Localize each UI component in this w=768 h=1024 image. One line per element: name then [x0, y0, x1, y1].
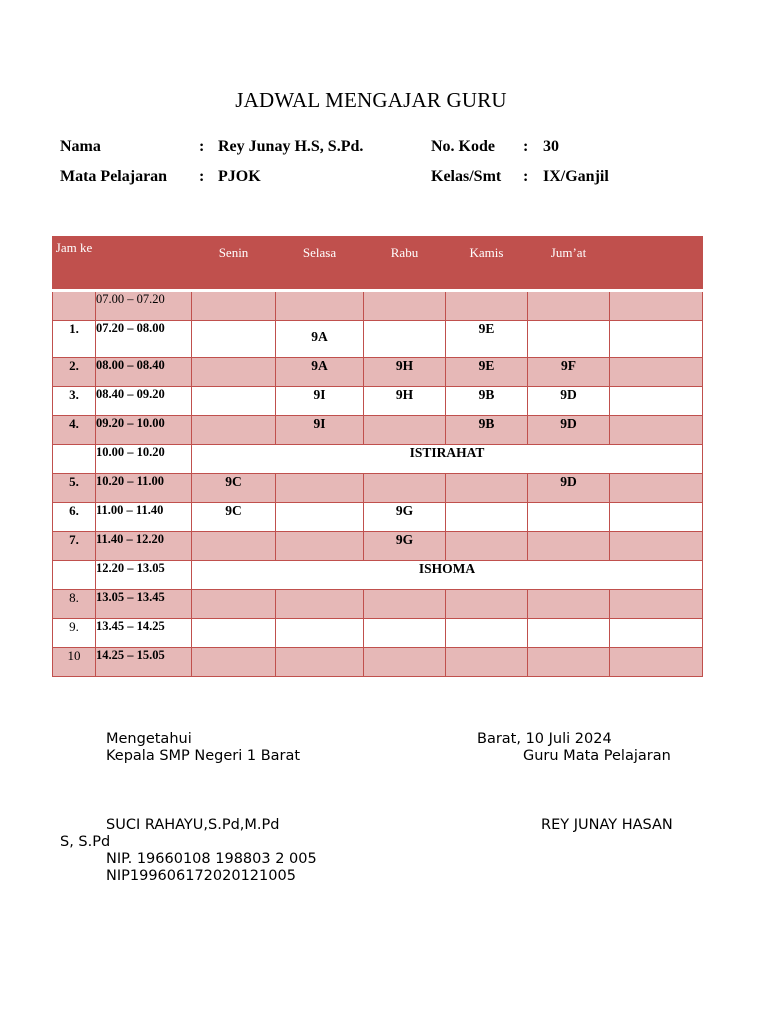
class-cell-senin	[192, 532, 276, 561]
table-row	[53, 387, 703, 416]
time-cell: 13.45 – 14.25	[96, 619, 192, 648]
table-break-row	[53, 561, 703, 590]
table-row	[53, 590, 703, 619]
class-cell-extra	[610, 474, 703, 503]
class-cell-senin	[192, 590, 276, 619]
time-cell: 07.00 – 07.20	[96, 291, 192, 321]
class-cell-extra	[610, 619, 703, 648]
class-cell-rabu: 9H	[364, 387, 446, 416]
class-cell-selasa	[276, 619, 364, 648]
class-cell-jumat: 9D	[528, 387, 610, 416]
class-cell-rabu	[364, 474, 446, 503]
class-cell-kamis: 9B	[446, 387, 528, 416]
class-cell-selasa	[276, 474, 364, 503]
class-cell-senin	[192, 648, 276, 677]
class-cell-senin	[192, 619, 276, 648]
kode-value: 30	[543, 138, 559, 155]
time-cell: 12.20 – 13.05	[96, 561, 192, 590]
table-row	[53, 503, 703, 532]
class-cell-kamis: 9E	[446, 358, 528, 387]
table-row	[53, 358, 703, 387]
jam-ke-cell: 9.	[53, 619, 96, 648]
class-cell-rabu	[364, 291, 446, 321]
class-cell-senin	[192, 291, 276, 321]
class-cell-senin	[192, 358, 276, 387]
time-cell: 08.00 – 08.40	[96, 358, 192, 387]
class-cell-extra	[610, 387, 703, 416]
class-cell-senin: 9C	[192, 503, 276, 532]
mapel-value: PJOK	[218, 168, 261, 185]
class-cell-kamis	[446, 503, 528, 532]
jam-ke-cell: 2.	[53, 358, 96, 387]
class-cell-jumat	[528, 321, 610, 358]
class-cell-extra	[610, 416, 703, 445]
header-selasa: Selasa	[276, 237, 364, 291]
class-cell-extra	[610, 321, 703, 358]
class-cell-kamis	[446, 648, 528, 677]
class-cell-selasa: 9I	[276, 387, 364, 416]
header-time	[96, 237, 192, 291]
jam-ke-cell: 7.	[53, 532, 96, 561]
jam-ke-cell	[53, 445, 96, 474]
break-label-cell: ISHOMA	[192, 561, 703, 590]
time-cell: 10.00 – 10.20	[96, 445, 192, 474]
time-cell: 14.25 – 15.05	[96, 648, 192, 677]
class-cell-extra	[610, 358, 703, 387]
mapel-label: Mata Pelajaran	[60, 168, 168, 185]
nama-label: Nama	[60, 138, 101, 155]
time-cell: 11.40 – 12.20	[96, 532, 192, 561]
nama-colon: :	[199, 138, 205, 155]
class-cell-senin	[192, 321, 276, 358]
page-title: JADWAL MENGAJAR GURU	[235, 88, 507, 112]
time-cell: 13.05 – 13.45	[96, 590, 192, 619]
guru-name: REY JUNAY HASAN	[541, 817, 673, 833]
class-cell-jumat	[528, 291, 610, 321]
break-label-cell: ISTIRAHAT	[192, 445, 703, 474]
nama-value: Rey Junay H.S, S.Pd.	[218, 138, 364, 155]
kepala-sekolah-title: Kepala SMP Negeri 1 Barat	[106, 748, 301, 764]
class-cell-kamis: 9E	[446, 321, 528, 358]
class-cell-extra	[610, 590, 703, 619]
jam-ke-cell	[53, 561, 96, 590]
header-senin: Senin	[192, 237, 276, 291]
table-row	[53, 416, 703, 445]
kelas-value: IX/Ganjil	[543, 168, 609, 185]
kelas-label: Kelas/Smt	[431, 168, 502, 185]
class-cell-rabu	[364, 590, 446, 619]
class-cell-jumat: 9F	[528, 358, 610, 387]
table-row	[53, 321, 703, 358]
jam-ke-cell: 3.	[53, 387, 96, 416]
class-cell-jumat	[528, 648, 610, 677]
class-cell-rabu	[364, 648, 446, 677]
class-cell-jumat	[528, 503, 610, 532]
time-cell: 11.00 – 11.40	[96, 503, 192, 532]
kode-colon: :	[523, 138, 529, 155]
jam-ke-cell: 5.	[53, 474, 96, 503]
class-cell-extra	[610, 532, 703, 561]
class-cell-extra	[610, 503, 703, 532]
class-cell-rabu: 9G	[364, 532, 446, 561]
kelas-colon: :	[523, 168, 529, 185]
class-cell-kamis	[446, 590, 528, 619]
class-cell-jumat: 9D	[528, 474, 610, 503]
class-cell-selasa	[276, 648, 364, 677]
kepala-sekolah-name: SUCI RAHAYU,S.Pd,M.Pd	[106, 817, 280, 833]
class-cell-kamis	[446, 619, 528, 648]
header-rabu: Rabu	[364, 237, 446, 291]
class-cell-senin: 9C	[192, 474, 276, 503]
guru-name-continued: S, S.Pd	[60, 834, 111, 850]
class-cell-extra	[610, 648, 703, 677]
time-cell: 10.20 – 11.00	[96, 474, 192, 503]
class-cell-jumat	[528, 590, 610, 619]
class-cell-senin	[192, 416, 276, 445]
guru-title: Guru Mata Pelajaran	[523, 748, 671, 764]
time-cell: 09.20 – 10.00	[96, 416, 192, 445]
jam-ke-cell	[53, 291, 96, 321]
jam-ke-cell: 8.	[53, 590, 96, 619]
kode-label: No. Kode	[431, 138, 495, 155]
kepala-sekolah-nip: NIP. 19660108 198803 2 005	[106, 851, 317, 867]
class-cell-senin	[192, 387, 276, 416]
class-cell-selasa: 9I	[276, 416, 364, 445]
header-extra	[610, 237, 703, 291]
class-cell-kamis	[446, 474, 528, 503]
guru-nip: NIP199606172020121005	[106, 868, 296, 884]
class-cell-rabu	[364, 416, 446, 445]
class-cell-rabu: 9G	[364, 503, 446, 532]
class-cell-jumat	[528, 532, 610, 561]
class-cell-kamis	[446, 532, 528, 561]
time-cell: 08.40 – 09.20	[96, 387, 192, 416]
mengetahui-text: Mengetahui	[106, 731, 192, 747]
class-cell-kamis: 9B	[446, 416, 528, 445]
mapel-colon: :	[199, 168, 205, 185]
class-cell-selasa	[276, 590, 364, 619]
class-cell-rabu	[364, 321, 446, 358]
header-kamis: Kamis	[446, 237, 528, 291]
table-break-row	[53, 445, 703, 474]
class-cell-selasa: 9A	[276, 321, 364, 358]
jam-ke-cell: 10	[53, 648, 96, 677]
place-date: Barat, 10 Juli 2024	[477, 731, 612, 747]
table-header-row	[53, 237, 703, 291]
schedule-table	[52, 236, 703, 677]
class-cell-jumat: 9D	[528, 416, 610, 445]
class-cell-selasa	[276, 291, 364, 321]
class-cell-extra	[610, 291, 703, 321]
header-jumat: Jum’at	[528, 237, 610, 291]
time-cell: 07.20 – 08.00	[96, 321, 192, 358]
table-row	[53, 648, 703, 677]
class-cell-selasa	[276, 532, 364, 561]
table-row	[53, 474, 703, 503]
class-cell-kamis	[446, 291, 528, 321]
table-row	[53, 619, 703, 648]
table-row	[53, 291, 703, 321]
jam-ke-cell: 6.	[53, 503, 96, 532]
class-cell-jumat	[528, 619, 610, 648]
class-cell-rabu: 9H	[364, 358, 446, 387]
jam-ke-cell: 1.	[53, 321, 96, 358]
jam-ke-cell: 4.	[53, 416, 96, 445]
class-cell-selasa: 9A	[276, 358, 364, 387]
class-cell-rabu	[364, 619, 446, 648]
table-row	[53, 532, 703, 561]
header-jam-ke: Jam ke	[53, 237, 96, 291]
class-cell-selasa	[276, 503, 364, 532]
